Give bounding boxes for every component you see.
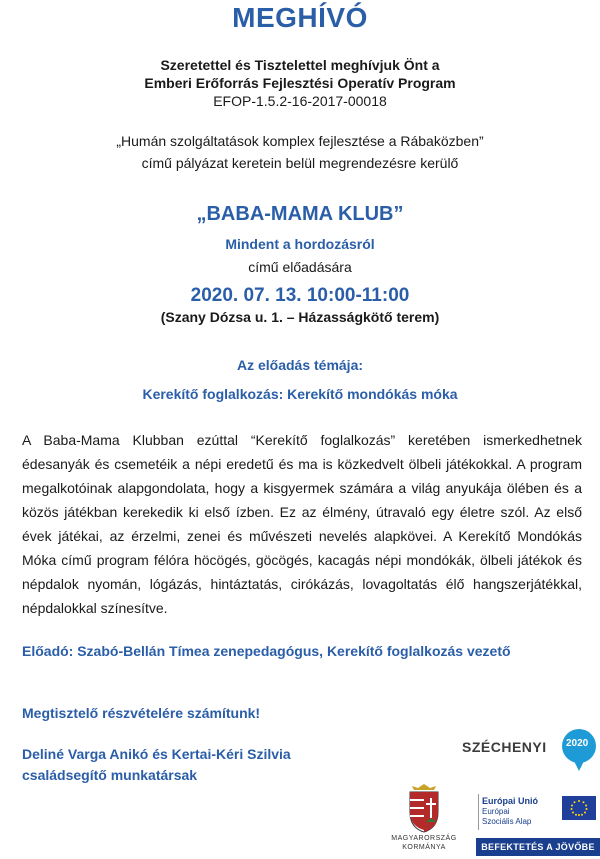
intro-line-1: Szeretettel és Tisztelettel meghívjuk Önt a — [160, 57, 440, 73]
eu-fund: Európai Szociális Alap — [482, 807, 532, 826]
intro-block — [0, 56, 600, 110]
government-line-2: KORMÁNYA — [402, 844, 446, 851]
szechenyi-logo — [462, 729, 598, 789]
lecture-subtitle: Mindent a hordozásról — [225, 236, 375, 252]
project-title: „Humán szolgáltatások komplex fejlesztése a Rábaközben” — [116, 133, 484, 149]
club-name: „BABA-MAMA KLUB” — [196, 203, 404, 225]
eu-divider — [478, 794, 479, 830]
organizers-role: családsegítő munkatársak — [22, 767, 198, 783]
organizers-names: Deliné Varga Anikó és Kertai-Kéri Szilvia — [22, 746, 291, 762]
szechenyi-year: 2020 — [566, 738, 589, 749]
government-line-1: MAGYARORSZÁG — [391, 835, 457, 842]
szechenyi-text: SZÉCHENYI — [462, 739, 547, 755]
eu-logo — [472, 792, 598, 836]
location-pin-icon — [562, 729, 596, 763]
topic-title: Kerekítő foglalkozás: Kerekítő mondókás móka — [142, 386, 458, 402]
event-datetime: 2020. 07. 13. 10:00-11:00 — [190, 285, 410, 306]
eu-name: Európai Unió — [482, 796, 538, 806]
project-block — [0, 130, 600, 174]
event-venue: (Szany Dózsa u. 1. – Házasságkötő terem) — [160, 309, 440, 325]
government-label — [376, 834, 472, 852]
description-paragraph: A Baba-Mama Klubban ezúttal “Kerekítő foglalkozás” keretében ismerkedhetnek édesanyák és csemetéik a népi eredetű és ma is közkedvelt ölbeli játékokkal. A program megalkotóinak alapgondolata, hogy a kisgyermek számára a világ anyukája ölében és a közös játékban kerekedik ki első ízben. Ez az élmény, útravaló egy életre szól. Az első évek játékai, az érzelmi, zenei és művészeti nevelés alapkövei. A Kerekítő Mondókás Móka című program félóra höcögés, göcögés, kacagás népi mondókák, ölbeli játékok és népdalok nyomán, lógázás, hintáztatás, cirókázás, lovagoltatás élő hangszerjátékkal, népdalokkal színesítve. — [22, 432, 582, 616]
program-code: EFOP-1.5.2-16-2017-00018 — [213, 93, 387, 109]
project-subline: című pályázat keretein belül megrendezésre kerülő — [141, 155, 459, 171]
intro-line-2: Emberi Erőforrás Fejlesztési Operatív Program — [144, 75, 456, 91]
presenter-line: Előadó: Szabó-Bellán Tímea zenepedagógus, Kerekítő foglalkozás vezető — [22, 643, 511, 659]
investment-banner: BEFEKTETÉS A JÖVŐBE — [476, 838, 600, 856]
topic-heading: Az előadás témája: — [236, 357, 364, 373]
invite-line: Megtisztelő részvételére számítunk! — [22, 705, 261, 721]
hungarian-coat-of-arms-icon — [400, 782, 448, 834]
eu-flag-icon — [562, 796, 596, 820]
lecture-label: című előadására — [248, 259, 352, 275]
invitation-title: MEGHÍVÓ — [232, 2, 368, 33]
